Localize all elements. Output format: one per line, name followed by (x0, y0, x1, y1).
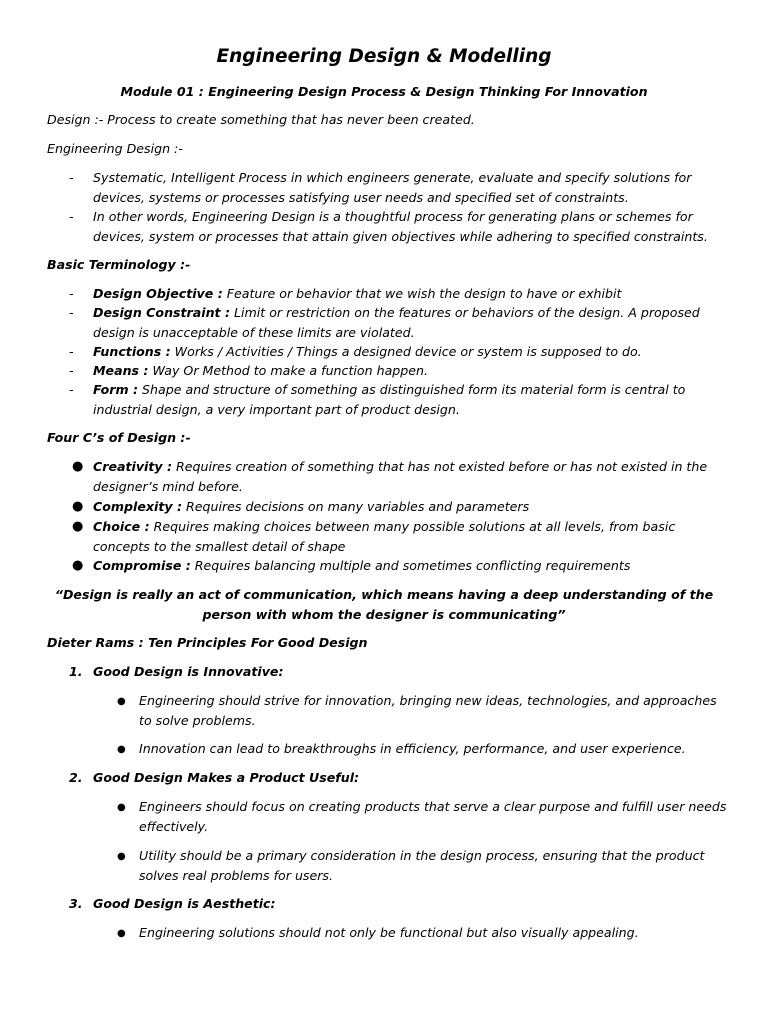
dash-bullet: - (69, 363, 74, 378)
eng-design-point: Systematic, Intelligent Process in which engineers generate, evaluate and specify solutions for devices, systems or processes satisfying user needs and specified set of constraints. (93, 170, 692, 205)
eng-design-point: In other words, Engineering Design is a thoughtful process for generating plans or schemes for devices, system or processes that attain given objectives while adhering to specified constraints. (93, 209, 708, 244)
term-text: Feature or behavior that we wish the design to have or exhibit (222, 286, 622, 301)
principle-number: 3. (69, 896, 83, 911)
term-text: Limit or restriction on the features or behaviors of the design. A proposed design is unacceptable of these limits are violated. (93, 305, 700, 340)
dash-bullet: - (69, 344, 74, 359)
term-text: Shape and structure of something as distinguished form its material form is central to industrial design, a very important part of product design. (93, 382, 686, 417)
bullet-dot: ● (72, 558, 84, 573)
dash-bullet: - (69, 209, 74, 224)
principle-title: Good Design Makes a Product Useful: (93, 770, 360, 785)
four-c-term: Creativity : (93, 459, 173, 474)
bullet-dot: ● (117, 744, 126, 755)
term-item (93, 284, 733, 304)
four-c-item (93, 497, 733, 517)
bullet-dot: ● (72, 459, 84, 474)
bullet-dot: ● (72, 519, 84, 534)
basic-terminology-heading: Basic Terminology :- (47, 257, 191, 272)
principle-number: 2. (69, 770, 83, 785)
module-heading: Module 01 : Engineering Design Process & Design Thinking For Innovation (120, 84, 648, 99)
four-c-term: Complexity : (93, 499, 182, 514)
term-name: Functions : (93, 344, 171, 359)
term-name: Form : (93, 382, 139, 397)
term-name: Design Objective : (93, 286, 223, 301)
term-text: Works / Activities / Things a designed device or system is supposed to do. (170, 344, 642, 359)
principle-title: Good Design is Aesthetic: (93, 896, 276, 911)
four-c-item (93, 457, 733, 496)
bullet-dot: ● (117, 696, 126, 707)
term-item (93, 342, 733, 362)
four-c-item (93, 556, 733, 576)
engineering-design-heading: Engineering Design :- (47, 141, 183, 156)
four-c-term: Compromise : (93, 558, 191, 573)
principle-point: Engineering solutions should not only be functional but also visually appealing. (139, 925, 639, 940)
dash-bullet: - (69, 305, 74, 320)
four-c-item (93, 517, 733, 556)
principle-point: Engineers should focus on creating products that serve a clear purpose and fulfill user needs effectively. (139, 799, 727, 834)
dash-bullet: - (69, 286, 74, 301)
dash-bullet: - (69, 382, 74, 397)
four-cs-heading: Four C’s of Design :- (47, 430, 191, 445)
design-definition: Design :- Process to create something that has never been created. (47, 112, 475, 127)
term-item (93, 361, 733, 381)
principle-point: Utility should be a primary consideration in the design process, ensuring that the product solves real problems for users. (139, 848, 705, 883)
principle-point: Innovation can lead to breakthroughs in efficiency, performance, and user experience. (139, 741, 686, 756)
bullet-dot: ● (72, 499, 84, 514)
design-quote: “Design is really an act of communication, which means having a deep understanding of the person with whom the designer is communicating” (54, 587, 714, 622)
principle-title: Good Design is Innovative: (93, 664, 284, 679)
term-name: Design Constraint : (93, 305, 230, 320)
four-c-text: Requires creation of something that has not existed before or has not existed in the designer’s mind before. (93, 459, 708, 494)
bullet-dot: ● (117, 851, 126, 862)
term-item (93, 303, 733, 342)
four-c-text: Requires balancing multiple and sometimes conflicting requirements (190, 558, 631, 573)
term-item (93, 380, 733, 419)
principle-number: 1. (69, 664, 83, 679)
document-title: Engineering Design & Modelling (216, 46, 552, 67)
four-c-text: Requires decisions on many variables and parameters (181, 499, 530, 514)
bullet-dot: ● (117, 802, 126, 813)
four-c-text: Requires making choices between many possible solutions at all levels, from basic concepts to the smallest detail of shape (93, 519, 676, 554)
term-text: Way Or Method to make a function happen. (148, 363, 429, 378)
dieter-rams-heading: Dieter Rams : Ten Principles For Good Design (47, 635, 368, 650)
dash-bullet: - (69, 170, 74, 185)
principle-point: Engineering should strive for innovation, bringing new ideas, technologies, and approaches to solve problems. (139, 693, 717, 728)
four-c-term: Choice : (93, 519, 150, 534)
bullet-dot: ● (117, 928, 126, 939)
term-name: Means : (93, 363, 149, 378)
